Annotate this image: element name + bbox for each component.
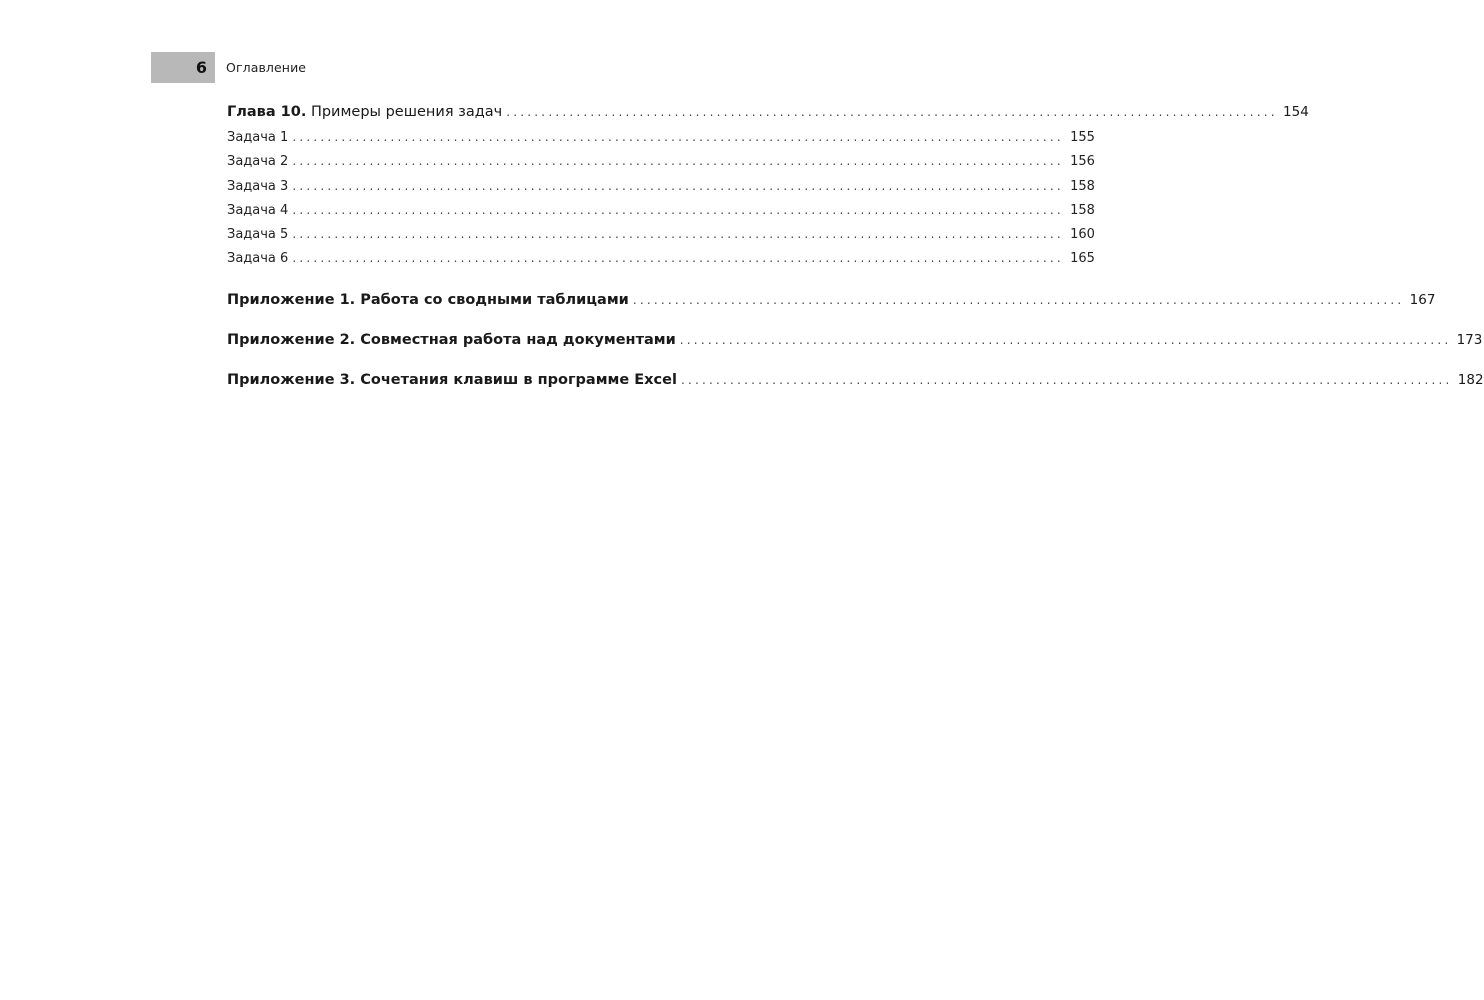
toc-entry-appendix-2[interactable]	[227, 331, 1483, 358]
toc-entry-task-3[interactable]	[227, 178, 1095, 203]
toc-entry-title: Задача 2	[227, 154, 289, 170]
dot-leader: ..............................................................................................................	[632, 292, 1405, 307]
dot-leader: ..............................................................................................................	[292, 251, 1064, 266]
toc-entry-page: 156	[1070, 154, 1095, 170]
page-number: 6	[195, 58, 207, 77]
chapter-label: Глава 10.	[227, 104, 307, 120]
toc-entry-task-6[interactable]	[227, 251, 1095, 275]
toc-entry-chapter-10[interactable]	[227, 104, 1309, 130]
dot-leader: ..............................................................................................................	[292, 227, 1064, 242]
toc-entry-title: Задача 1	[227, 130, 289, 145]
toc-entry-task-5[interactable]	[227, 227, 1095, 251]
dot-leader: ..............................................................................................................	[506, 105, 1278, 119]
table-of-contents	[227, 104, 1484, 398]
dot-leader: ..............................................................................................................	[679, 332, 1452, 347]
toc-entry-title: Задача 4	[227, 202, 289, 218]
toc-entry-page: 173	[1456, 331, 1483, 348]
toc-entry-title: Задача 3	[227, 178, 289, 194]
toc-entry-title: Приложение 3. Сочетания клавиш в программе Excel	[227, 371, 677, 388]
page-number-box	[151, 52, 215, 83]
toc-entry-appendix-3[interactable]	[227, 371, 1484, 398]
chapter-title: Примеры решения задач	[306, 104, 503, 120]
toc-entry-title: Задача 5	[227, 227, 289, 243]
toc-entry-page: 158	[1070, 202, 1095, 218]
toc-entry-task-1[interactable]	[227, 130, 1095, 154]
toc-entry-task-2[interactable]	[227, 154, 1095, 178]
toc-entry-page: 158	[1070, 178, 1095, 194]
toc-entry-page: 182	[1457, 371, 1484, 388]
toc-entry-title	[227, 104, 502, 120]
toc-entry-page: 165	[1070, 251, 1095, 267]
dot-leader: ..............................................................................................................	[292, 154, 1064, 169]
toc-entry-task-4[interactable]	[227, 202, 1095, 227]
running-title: Оглавление	[226, 60, 307, 75]
toc-entry-page: 154	[1283, 104, 1309, 120]
dot-leader: ..............................................................................................................	[292, 130, 1064, 144]
toc-entry-title: Приложение 2. Совместная работа над документами	[227, 331, 676, 348]
dot-leader: ..............................................................................................................	[292, 202, 1064, 217]
toc-entry-title: Приложение 1. Работа со сводными таблицами	[227, 291, 629, 308]
toc-entry-title: Задача 6	[227, 251, 289, 267]
toc-entry-page: 160	[1070, 227, 1095, 243]
toc-entry-page: 155	[1070, 130, 1095, 145]
toc-entry-appendix-1[interactable]	[227, 291, 1436, 318]
dot-leader: ..............................................................................................................	[680, 372, 1453, 387]
running-header	[151, 52, 306, 83]
toc-entry-page: 167	[1409, 291, 1436, 308]
dot-leader: ..............................................................................................................	[292, 178, 1064, 193]
